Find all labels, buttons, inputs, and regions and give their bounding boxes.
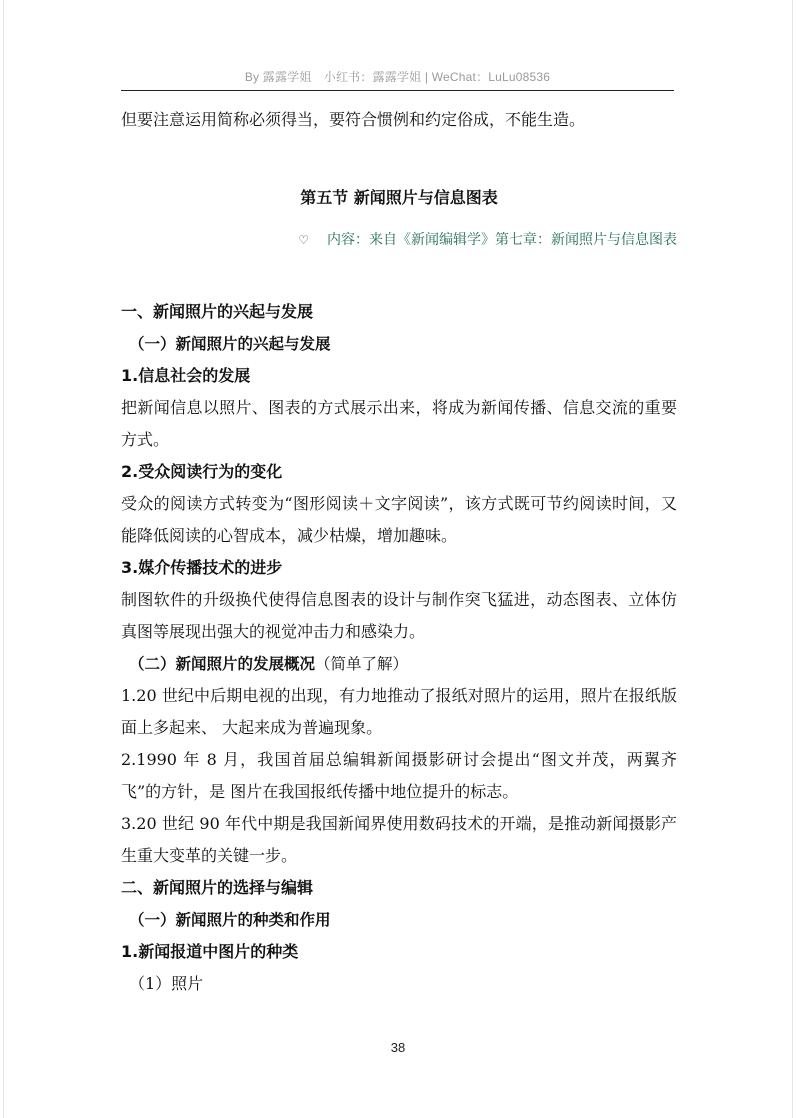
heading-level2 (121, 648, 677, 680)
heading-level3: 3.媒介传播技术的进步 (121, 558, 283, 577)
body-paragraph: 3.20 世纪 90 年代中期是我国新闻界使用数码技术的开端，是推动新闻摄影产生重大变革的关键一步。 (121, 814, 677, 865)
heading-level1: 二、新闻照片的选择与编辑 (121, 878, 314, 897)
heading-note: （简单了解） (315, 655, 409, 673)
body-paragraph: 1.20 世纪中后期电视的出现，有力地推动了报纸对照片的运用，照片在报纸版面上多起来、 大起来成为普遍现象。 (121, 686, 677, 737)
body-paragraph: 2.1990 年 8 月，我国首届总编辑新闻摄影研讨会提出“图文并茂，两翼齐飞”的方针，是 图片在我国报纸传播中地位提升的标志。 (121, 750, 677, 801)
heading-level4: （1）照片 (129, 974, 204, 993)
heading-level3: 1.新闻报道中图片的种类 (121, 942, 299, 961)
heading-level2-text: （二）新闻照片的发展概况 (129, 655, 316, 673)
heading-level2: （一）新闻照片的兴起与发展 (129, 335, 331, 353)
heading-level1: 一、新闻照片的兴起与发展 (121, 302, 314, 321)
source-note (121, 228, 677, 252)
body-paragraph: 把新闻信息以照片、图表的方式展示出来，将成为新闻传播、信息交流的重要方式。 (121, 398, 677, 449)
heading-level3: 1.信息社会的发展 (121, 366, 251, 385)
page-header: By 露露学姐 小红书：露露学姐 | WeChat：LuLu08536 (244, 70, 551, 84)
heading-level3: 2.受众阅读行为的变化 (121, 462, 283, 481)
section-title: 第五节 新闻照片与信息图表 (300, 188, 498, 207)
heart-outline-icon: ♡ (298, 233, 309, 247)
page-number: 38 (390, 1040, 406, 1055)
intro-paragraph: 但要注意运用简称必须得当，要符合惯例和约定俗成，不能生造。 (121, 110, 586, 129)
source-note-text: 内容：来自《新闻编辑学》第七章：新闻照片与信息图表 (327, 232, 677, 248)
header-divider (121, 90, 674, 91)
page-content (121, 104, 677, 1000)
body-paragraph: 受众的阅读方式转变为“图形阅读＋文字阅读”，该方式既可节约阅读时间，又能降低阅读的心智成本，减少枯燥，增加趣味。 (121, 494, 677, 545)
body-paragraph: 制图软件的升级换代使得信息图表的设计与制作突飞猛进，动态图表、立体仿真图等展现出强大的视觉冲击力和感染力。 (121, 590, 677, 641)
heading-level2: （一）新闻照片的种类和作用 (129, 911, 331, 929)
